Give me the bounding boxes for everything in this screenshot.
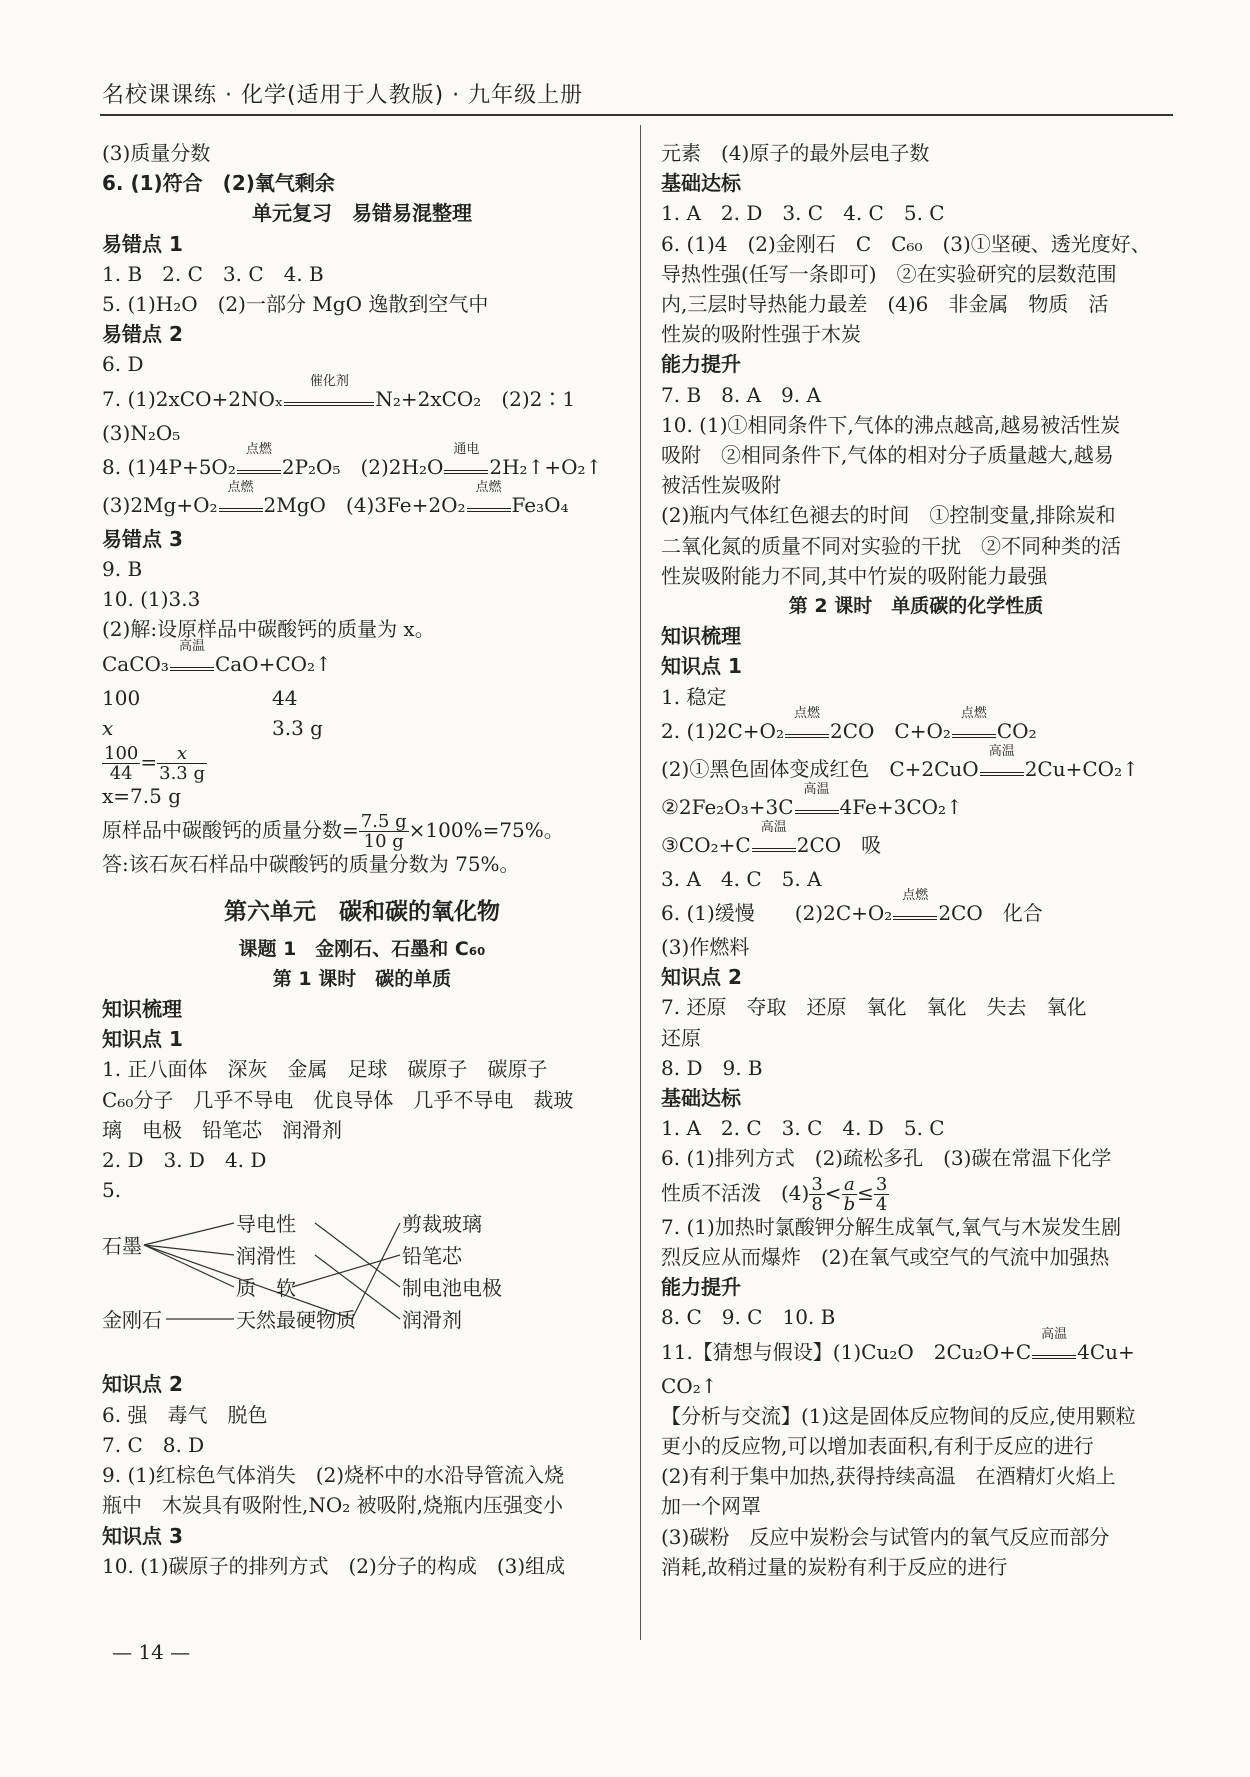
fraction: $\frac{a}{b}$: [843, 1173, 856, 1215]
eq-text: 7. (1)2xCO+2NOₓ: [102, 386, 284, 411]
matching-substance: 石墨: [102, 1234, 142, 1259]
subsection-heading: 基础达标: [661, 171, 741, 196]
answer-line: 还原: [661, 1025, 701, 1050]
subsection-heading: 易错点 3: [102, 526, 183, 551]
condition-label: 高温: [760, 819, 787, 835]
subsection-heading: 知识点 1: [102, 1027, 183, 1052]
ratio-value: 3.3 g: [272, 715, 323, 740]
running-header: 名校课课练 · 化学(适用于人教版) · 九年级上册: [102, 83, 584, 108]
answer-line: (3)碳粉 反应中炭粉会与试管内的氧气反应而部分: [661, 1524, 1110, 1549]
answer-line: 吸附 ②相同条件下,气体的相对分子质量越大,越易: [661, 443, 1114, 468]
subsection-heading: 知识点 2: [661, 965, 742, 990]
inequality-line: [661, 1173, 1171, 1215]
lesson-title: 第 2 课时 单质碳的化学性质: [788, 595, 1044, 618]
equation-line: [661, 819, 1171, 864]
equation-line: [102, 479, 622, 524]
answer-line: (3)质量分数: [102, 141, 211, 165]
answer-line: 消耗,故稍过量的炭粉有利于反应的进行: [661, 1554, 1008, 1579]
answer-line: 1. A 2. D 3. C 4. C 5. C: [661, 201, 945, 226]
answer-line: CO₂↑: [661, 1373, 718, 1398]
condition-arrow: [785, 705, 829, 738]
answer-line: 3. A 4. C 5. A: [661, 866, 822, 891]
ratio-value: 100: [102, 685, 141, 710]
fraction: $\frac{100}{44}$: [104, 743, 139, 785]
fraction: $\frac{7.5 g}{10 g}$: [360, 811, 407, 853]
subsection-heading: 能力提升: [661, 1275, 741, 1300]
answer-line: 内,三层时导热能力最差 (4)6 非金属 物质 活: [661, 292, 1109, 317]
condition-arrow: [284, 373, 374, 406]
answer-line: 被活性炭吸附: [661, 473, 781, 498]
fraction: $\frac{x}{3.3 g}$: [159, 743, 205, 785]
right-column: [661, 138, 1171, 1582]
equation-line: [102, 638, 622, 683]
answer-line: 7. B 8. A 9. A: [661, 382, 821, 407]
ratio-value: 44: [272, 685, 298, 710]
matching-property: 润滑性: [236, 1244, 296, 1269]
answer-line: 加一个网罩: [661, 1494, 761, 1519]
condition-label: 点燃: [960, 705, 987, 721]
proportion-line: [102, 743, 622, 785]
answer-line: 7. (1)加热时氯酸钾分解生成氧气,氧气与木炭发生剧: [661, 1214, 1122, 1239]
answer-line: 烈反应从而爆炸 (2)在氧气或空气的气流中加强热: [661, 1244, 1110, 1269]
eq-text: ×100%=75%。: [408, 818, 564, 843]
subsection-heading: 知识点 3: [102, 1523, 183, 1548]
percent-line: [102, 811, 622, 853]
condition-label: 点燃: [793, 705, 820, 721]
eq-text: 2CO 化合: [938, 901, 1043, 926]
answer-line: 性炭的吸附性强于木炭: [661, 322, 861, 347]
condition-arrow: [752, 819, 796, 852]
matching-use: 制电池电极: [402, 1276, 502, 1301]
eq-text: 6. (1)缓慢 (2)2C+O₂: [661, 901, 893, 926]
left-column: [102, 138, 622, 1581]
eq-text: Fe₃O₄: [511, 492, 569, 517]
eq-text: 2Cu+CO₂↑: [1024, 756, 1139, 781]
answer-line: 1. A 2. C 3. C 4. D 5. C: [661, 1116, 945, 1141]
answer-line: 8. C 9. C 10. B: [661, 1305, 836, 1330]
ratio-row: [102, 713, 622, 743]
answer-line: 【分析与交流】(1)这是固体反应物间的反应,使用颗粒: [661, 1403, 1136, 1428]
matching-lines: [102, 1207, 622, 1367]
eq-text: 原样品中碳酸钙的质量分数=: [102, 818, 359, 843]
condition-arrow: [795, 781, 839, 814]
eq-text: N₂+2xCO₂ (2)2∶1: [375, 386, 576, 411]
eq-text: 4Fe+3CO₂↑: [839, 794, 963, 819]
matching-use: 润滑剂: [402, 1308, 462, 1333]
condition-arrow: [952, 705, 996, 738]
condition-label: 点燃: [902, 888, 929, 904]
eq-text: <: [824, 1180, 842, 1205]
matching-property: 天然最硬物质: [236, 1308, 356, 1333]
ratio-row: [102, 683, 622, 713]
condition-label: 高温: [1041, 1326, 1068, 1342]
subsection-heading: 易错点 1: [102, 231, 183, 256]
answer-line: (2)解:设原样品中碳酸钙的质量为 x。: [102, 617, 435, 642]
answer-line: (2)瓶内气体红色褪去的时间 ①控制变量,排除炭和: [661, 503, 1116, 528]
subsection-heading: 知识点 2: [102, 1372, 183, 1397]
condition-arrow: [980, 743, 1024, 776]
eq-text: 11.【猜想与假设】(1)Cu₂O 2Cu₂O+C: [661, 1339, 1032, 1364]
condition-arrow: [444, 441, 488, 474]
eq-text: ③CO₂+C: [661, 832, 751, 857]
eq-text: (2)①黑色固体变成红色 C+2CuO: [661, 756, 979, 781]
eq-text: 2P₂O₅ (2)2H₂O: [281, 454, 444, 479]
answer-line: 1. 正八面体 深灰 金属 足球 碳原子 碳原子: [102, 1057, 548, 1082]
eq-text: CaO+CO₂↑: [214, 651, 332, 676]
condition-label: 催化剂: [309, 373, 349, 389]
answer-line: 导热性强(任写一条即可) ②在实验研究的层数范围: [661, 261, 1117, 286]
answer-line: 6. D: [102, 352, 144, 377]
condition-arrow: [467, 479, 511, 512]
eq-text: ②2Fe₂O₃+3C: [661, 794, 794, 819]
answer-line: 7. C 8. D: [102, 1432, 205, 1457]
eq-text: ≤: [857, 1180, 874, 1205]
eq-text: 4Cu+: [1077, 1339, 1135, 1364]
condition-label: 高温: [988, 743, 1015, 759]
condition-label: 通电: [453, 441, 480, 457]
answer-line: 10. (1)碳原子的排列方式 (2)分子的构成 (3)组成: [102, 1553, 566, 1578]
condition-arrow: [1032, 1326, 1076, 1359]
answer-line: 10. (1)①相同条件下,气体的沸点越高,越易被活性炭: [661, 412, 1121, 437]
subsection-heading: 知识梳理: [102, 997, 182, 1022]
subsection-heading: 知识点 1: [661, 654, 742, 679]
condition-label: 高温: [178, 638, 205, 654]
answer-line: (3)作燃料: [661, 935, 750, 960]
fraction: $\frac{3}{4}$: [875, 1173, 888, 1215]
answer-line: 5.: [102, 1178, 122, 1203]
eq-text: CaCO₃: [102, 651, 169, 676]
matching-diagram: [102, 1207, 622, 1367]
eq-text: =: [140, 750, 158, 775]
answer-line: 元素 (4)原子的最外层电子数: [661, 141, 930, 165]
answer-line: 2. D 3. D 4. D: [102, 1148, 267, 1173]
answer-line: 1. 稳定: [661, 684, 727, 709]
eq-text: 性质不活泼 (4): [661, 1180, 810, 1205]
eq-text: 2H₂↑+O₂↑: [489, 454, 603, 479]
section-title: 单元复习 易错易混整理: [252, 201, 472, 226]
eq-text: CO₂: [996, 718, 1037, 743]
answer-line: 9. B: [102, 557, 143, 582]
equation-line: [661, 781, 1171, 826]
answer-line: 10. (1)3.3: [102, 587, 201, 612]
answer-line: 性炭吸附能力不同,其中竹炭的吸附能力最强: [661, 563, 1048, 588]
answer-line: 更小的反应物,可以增加表面积,有利于反应的进行: [661, 1433, 1094, 1458]
answer-line: (2)有利于集中加热,获得持续高温 在酒精灯火焰上: [661, 1464, 1116, 1489]
equation-line: [102, 441, 622, 486]
answer-line: x=7.5 g: [102, 784, 182, 809]
condition-label: 点燃: [475, 479, 502, 495]
answer-line: 答:该石灰石样品中碳酸钙的质量分数为 75%。: [102, 852, 520, 877]
equation-line: [661, 705, 1171, 750]
eq-text: 2CO 吸: [796, 832, 882, 857]
eq-text: 8. (1)4P+5O₂: [102, 454, 236, 479]
matching-substance: 金刚石: [102, 1308, 162, 1333]
answer-line: 6. 强 毒气 脱色: [102, 1402, 268, 1427]
topic-title: 课题 1 金刚石、石墨和 C₆₀: [238, 937, 486, 960]
answer-line: 7. 还原 夺取 还原 氧化 氧化 失去 氧化: [661, 995, 1087, 1020]
equation-line: [661, 743, 1171, 788]
eq-text: 2. (1)2C+O₂: [661, 718, 784, 743]
answer-line: 6. (1)4 (2)金刚石 C C₆₀ (3)①坚硬、透光度好、: [661, 231, 1151, 256]
equation-line: [102, 373, 622, 418]
answer-line: (3)N₂O₅: [102, 420, 181, 445]
subsection-heading: 能力提升: [661, 352, 741, 377]
equation-line: [661, 888, 1171, 932]
lesson-title: 第 1 课时 碳的单质: [272, 967, 452, 990]
answer-line: 8. D 9. B: [661, 1055, 763, 1080]
condition-label: 高温: [803, 781, 830, 797]
matching-property: 质 软: [236, 1276, 296, 1301]
answer-line: 1. B 2. C 3. C 4. B: [102, 261, 324, 286]
eq-text: 2MgO (4)3Fe+2O₂: [263, 492, 466, 517]
subsection-heading: 知识梳理: [661, 624, 741, 649]
answer-line: 6. (1)排列方式 (2)疏松多孔 (3)碳在常温下化学: [661, 1146, 1112, 1171]
condition-arrow: [893, 888, 937, 920]
answer-line: C₆₀分子 几乎不导电 优良导体 几乎不导电 裁玻: [102, 1087, 574, 1112]
column-divider: [640, 125, 641, 1640]
fraction: $\frac{3}{8}$: [811, 1173, 823, 1215]
condition-arrow: [219, 479, 263, 512]
condition-arrow: [237, 441, 281, 474]
subsection-heading: 基础达标: [661, 1086, 741, 1111]
answer-line: 9. (1)红棕色气体消失 (2)烧杯中的水沿导管流入烧: [102, 1463, 565, 1488]
answer-line: 二氧化氮的质量不同对实验的干扰 ②不同种类的活: [661, 533, 1121, 558]
condition-label: 点燃: [227, 479, 254, 495]
answer-line: 5. (1)H₂O (2)一部分 MgO 逸散到空气中: [102, 292, 489, 317]
matching-use: 铅笔芯: [402, 1244, 462, 1269]
matching-property: 导电性: [236, 1212, 296, 1237]
answer-line: 6. (1)符合 (2)氧气剩余: [102, 171, 335, 196]
eq-text: (3)2Mg+O₂: [102, 492, 218, 517]
condition-arrow: [170, 638, 214, 671]
matching-use: 剪裁玻璃: [402, 1212, 482, 1237]
subsection-heading: 易错点 2: [102, 322, 183, 347]
answer-line: 瓶中 木炭具有吸附性,NO₂ 被吸附,烧瓶内压强变小: [102, 1493, 563, 1518]
unit-title: 第六单元 碳和碳的氧化物: [224, 899, 500, 926]
eq-text: 2CO C+O₂: [829, 718, 951, 743]
page-number: — 14 —: [112, 1640, 191, 1664]
answer-line: 璃 电极 铅笔芯 润滑剂: [102, 1117, 342, 1142]
ratio-value: x: [102, 715, 114, 740]
condition-label: 点燃: [245, 441, 272, 457]
header-rule: [100, 114, 1173, 116]
equation-line: [661, 1326, 1171, 1371]
